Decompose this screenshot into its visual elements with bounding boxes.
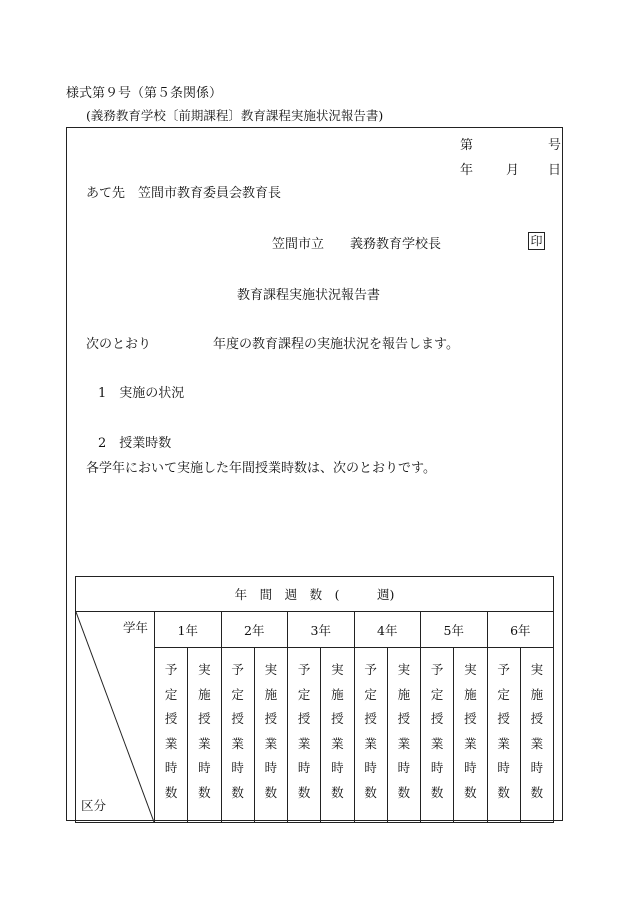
vertical-char: 業 xyxy=(231,735,244,751)
diagonal-line xyxy=(76,612,154,822)
vertical-char: 授 xyxy=(231,711,244,726)
sender-name: 笠間市立 義務教育学校長 xyxy=(272,237,442,252)
vertical-char: 実 xyxy=(530,662,544,677)
intro-text: 年度の教育課程の実施状況を報告します。 xyxy=(213,337,459,352)
grade-2-header: 2年 xyxy=(221,612,288,648)
grade-3-planned-hours xyxy=(288,648,321,823)
section-2-description: 各学年において実施した年間授業時数は、次のとおりです。 xyxy=(86,461,436,476)
vertical-char: 授 xyxy=(331,711,344,726)
corner-cell xyxy=(76,612,155,823)
grade-3-actual-hours xyxy=(321,648,354,823)
vertical-char: 業 xyxy=(331,735,344,751)
vertical-char: 予 xyxy=(364,662,377,677)
vertical-char: 予 xyxy=(231,662,244,677)
vertical-char: 施 xyxy=(397,686,411,702)
grade-6-planned-hours xyxy=(487,648,520,823)
vertical-char: 実 xyxy=(331,662,344,677)
vertical-char: 授 xyxy=(297,711,311,726)
date-day: 日 xyxy=(548,163,562,178)
vertical-char: 予 xyxy=(497,662,510,677)
vertical-char: 時 xyxy=(530,760,544,775)
vertical-char: 数 xyxy=(364,784,377,800)
vertical-char: 実 xyxy=(464,662,477,677)
vertical-char: 授 xyxy=(464,711,477,726)
vertical-char: 業 xyxy=(364,735,377,751)
grade-5-header: 5年 xyxy=(421,612,488,648)
form-number: 様式第９号（第５条関係） xyxy=(66,86,223,101)
vertical-char: 数 xyxy=(331,784,344,800)
vertical-char: 授 xyxy=(198,711,211,726)
vertical-char: 数 xyxy=(198,784,211,800)
grade-4-actual-hours xyxy=(387,648,420,823)
vertical-char: 授 xyxy=(530,711,544,726)
vertical-char: 施 xyxy=(264,686,278,702)
vertical-char: 授 xyxy=(364,711,377,726)
vertical-char: 数 xyxy=(430,784,444,800)
grade-label: 学年 xyxy=(122,620,148,635)
vertical-char: 定 xyxy=(297,686,311,702)
grade-5-actual-hours xyxy=(454,648,487,823)
vertical-char: 数 xyxy=(264,784,278,800)
vertical-char: 数 xyxy=(297,784,311,800)
vertical-char: 施 xyxy=(530,686,544,702)
vertical-char: 業 xyxy=(497,735,510,751)
vertical-char: 定 xyxy=(164,686,178,702)
date-year: 年 xyxy=(460,163,474,178)
grade-2-actual-hours xyxy=(254,648,287,823)
form-subtitle: (義務教育学校〔前期課程〕教育課程実施状況報告書) xyxy=(86,108,384,123)
vertical-char: 数 xyxy=(231,784,244,800)
vertical-char: 業 xyxy=(464,735,477,751)
addressee: あて先 笠間市教育委員会教育長 xyxy=(86,186,282,201)
section-2-heading: 2 授業時数 xyxy=(98,436,172,451)
number-prefix: 第 xyxy=(460,138,474,153)
vertical-char: 数 xyxy=(464,784,477,800)
grade-6-header: 6年 xyxy=(487,612,554,648)
vertical-char: 時 xyxy=(430,760,444,775)
vertical-char: 時 xyxy=(464,760,477,775)
vertical-char: 実 xyxy=(264,662,278,677)
vertical-char: 業 xyxy=(430,735,444,751)
seal-mark: 印 xyxy=(528,232,545,250)
vertical-char: 時 xyxy=(497,760,510,775)
vertical-char: 業 xyxy=(164,735,178,751)
weeks-header: 年 間 週 数 ( 週) xyxy=(76,577,554,612)
vertical-char: 数 xyxy=(497,784,510,800)
grade-4-planned-hours xyxy=(354,648,387,823)
vertical-char: 時 xyxy=(164,760,178,775)
vertical-char: 予 xyxy=(164,662,178,677)
section-1-heading: 1 実施の状況 xyxy=(98,386,185,401)
vertical-char: 授 xyxy=(430,711,444,726)
vertical-char: 授 xyxy=(397,711,411,726)
vertical-char: 業 xyxy=(198,735,211,751)
vertical-char: 定 xyxy=(231,686,244,702)
vertical-char: 数 xyxy=(397,784,411,800)
grade-5-planned-hours xyxy=(421,648,454,823)
vertical-char: 実 xyxy=(198,662,211,677)
vertical-char: 業 xyxy=(264,735,278,751)
vertical-char: 業 xyxy=(530,735,544,751)
vertical-char: 予 xyxy=(430,662,444,677)
grade-1-actual-hours xyxy=(188,648,221,823)
vertical-char: 定 xyxy=(430,686,444,702)
vertical-char: 授 xyxy=(164,711,178,726)
vertical-char: 時 xyxy=(231,760,244,775)
vertical-char: 定 xyxy=(364,686,377,702)
vertical-char: 時 xyxy=(297,760,311,775)
vertical-char: 施 xyxy=(198,686,211,702)
vertical-char: 業 xyxy=(297,735,311,751)
class-hours-table xyxy=(75,576,554,823)
grade-6-actual-hours xyxy=(520,648,553,823)
grade-1-header: 1年 xyxy=(155,612,222,648)
grade-3-header: 3年 xyxy=(288,612,355,648)
grade-1-planned-hours xyxy=(155,648,188,823)
vertical-char: 時 xyxy=(198,760,211,775)
document-title: 教育課程実施状況報告書 xyxy=(237,288,381,303)
vertical-char: 時 xyxy=(331,760,344,775)
grade-4-header: 4年 xyxy=(354,612,421,648)
vertical-char: 授 xyxy=(497,711,510,726)
date-month: 月 xyxy=(506,163,520,178)
number-suffix: 号 xyxy=(548,138,562,153)
vertical-char: 定 xyxy=(497,686,510,702)
vertical-char: 数 xyxy=(164,784,178,800)
vertical-char: 授 xyxy=(264,711,278,726)
vertical-char: 実 xyxy=(397,662,411,677)
vertical-char: 時 xyxy=(364,760,377,775)
vertical-char: 施 xyxy=(464,686,477,702)
vertical-char: 時 xyxy=(264,760,278,775)
category-label: 区分 xyxy=(81,798,107,813)
vertical-char: 施 xyxy=(331,686,344,702)
vertical-char: 予 xyxy=(297,662,311,677)
intro-prefix: 次のとおり xyxy=(86,337,152,352)
vertical-char: 数 xyxy=(530,784,544,800)
vertical-char: 時 xyxy=(397,760,411,775)
grade-2-planned-hours xyxy=(221,648,254,823)
vertical-char: 業 xyxy=(397,735,411,751)
